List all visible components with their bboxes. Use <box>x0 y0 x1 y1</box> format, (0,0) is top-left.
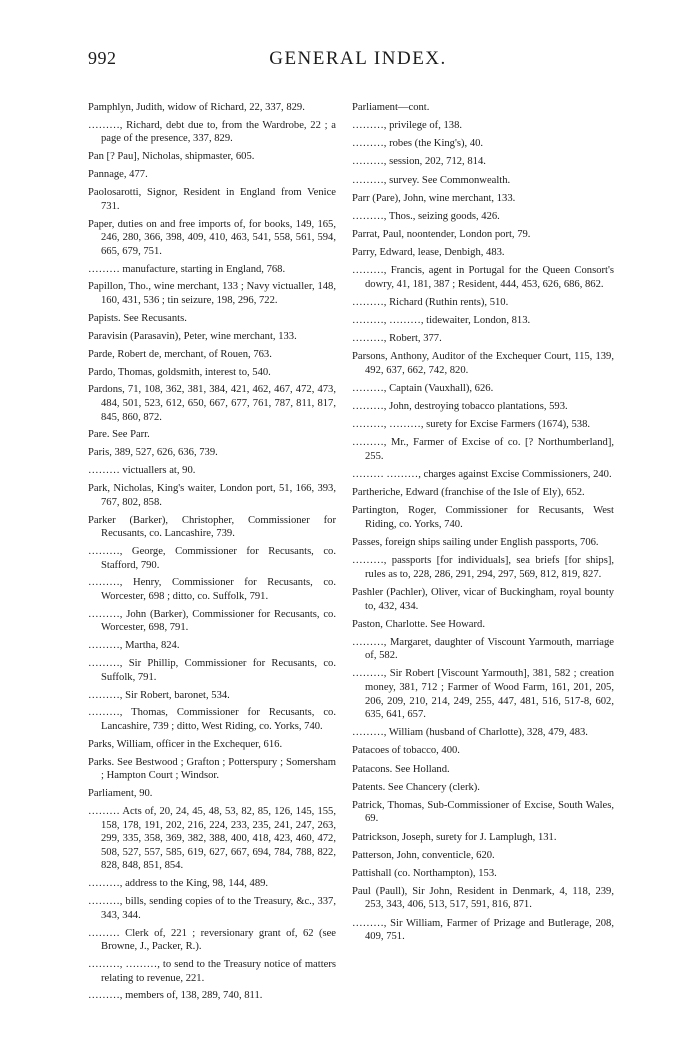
index-entry: ………, Robert, 377. <box>352 333 442 345</box>
index-entry: Paper, duties on and free imports of, for books, 149, 165, 246, 280, 366, 398, 409, 410, 463, 541, 558, 561, 594, 665, 679, 751. <box>88 218 336 257</box>
index-entry: ………, members of, 138, 289, 740, 811. <box>88 990 263 1002</box>
index-entry: ………, session, 202, 712, 814. <box>352 156 486 168</box>
page-number: 992 <box>88 48 117 68</box>
index-entry: Pattishall (co. Northampton), 153. <box>352 867 497 879</box>
index-entry: ………, Sir Robert [Viscount Yarmouth], 381, 582 ; creation money, 381, 712 ; Farmer of Wood Farm, 161, 201, 205, 206, 209, 210, 214, 249, 255, 447, 481, 516, 517-8, 602, 635, 641, 657. <box>352 668 614 721</box>
index-entry: Parker (Barker), Christopher, Commissioner for Recusants, co. Lancashire, 739. <box>88 514 336 540</box>
index-entry: Pardons, 71, 108, 362, 381, 384, 421, 462, 467, 472, 473, 484, 501, 523, 612, 650, 667, 677, 761, 787, 811, 817, 845, 860, 872. <box>88 384 336 423</box>
index-entry: Parliament—cont. <box>352 102 430 113</box>
index-column-left <box>88 101 336 1007</box>
index-entry: Parr (Pare), John, wine merchant, 133. <box>352 192 516 204</box>
index-entry: Pan [? Pau], Nicholas, shipmaster, 605. <box>88 151 255 163</box>
index-column-right <box>352 101 614 948</box>
index-entry: ………, Sir Robert, baronet, 534. <box>88 689 230 701</box>
index-entry: Patrick, Thomas, Sub-Commissioner of Excise, South Wales, 69. <box>352 799 614 825</box>
index-entry: Paris, 389, 527, 626, 636, 739. <box>88 447 218 459</box>
index-entry: ………, Thomas, Commissioner for Recusants, co. Lancashire, 739 ; ditto, West Riding, co. Yorks, 740. <box>88 707 336 733</box>
index-entry: Paul (Paull), Sir John, Resident in Denmark, 4, 118, 239, 253, 343, 406, 513, 517, 591, 816, 871. <box>352 885 614 911</box>
index-entry: Pardo, Thomas, goldsmith, interest to, 540. <box>88 366 271 378</box>
index-entry: Pannage, 477. <box>88 169 148 181</box>
index-entry: ………, George, Commissioner for Recusants, co. Stafford, 790. <box>88 545 336 571</box>
index-entry: Pamphlyn, Judith, widow of Richard, 22, 337, 829. <box>88 102 305 113</box>
index-entry: ………, Margaret, daughter of Viscount Yarmouth, marriage of, 582. <box>352 636 614 662</box>
index-entry: Paston, Charlotte. See Howard. <box>352 618 485 630</box>
index-entry: Partington, Roger, Commissioner for Recusants, West Riding, co. Yorks, 740. <box>352 505 614 530</box>
index-entry: ………, Thos., seizing goods, 426. <box>352 210 500 222</box>
index-entry: ………, bills, sending copies of to the Treasury, &c., 337, 343, 344. <box>88 896 336 921</box>
index-entry: ………, passports [for individuals], sea briefs [for ships], rules as to, 228, 286, 291, 294, 297, 569, 812, 819, 827. <box>352 555 614 580</box>
index-entry: Patacons. See Holland. <box>352 763 450 775</box>
index-entry: ………, ………, to send to the Treasury notice of matters relating to revenue, 221. <box>88 958 336 984</box>
index-entry: Paravisin (Parasavin), Peter, wine merchant, 133. <box>88 330 297 342</box>
index-entry: ………, address to the King, 98, 144, 489. <box>88 878 269 890</box>
index-entry: Passes, foreign ships sailing under English passports, 706. <box>352 537 599 549</box>
index-entry: ………, ………, surety for Excise Farmers (1674), 538. <box>352 419 591 431</box>
index-entry: ………, ………, tidewaiter, London, 813. <box>352 315 531 327</box>
index-entry: Partheriche, Edward (franchise of the Isle of Ely), 652. <box>352 487 585 499</box>
index-entry: ………, William (husband of Charlotte), 328, 479, 483. <box>352 727 588 739</box>
index-entry: Patents. See Chancery (clerk). <box>352 781 480 793</box>
index-entry: ………, Sir William, Farmer of Prizage and Butlerage, 208, 409, 751. <box>352 917 614 943</box>
index-entry: Parry, Edward, lease, Denbigh, 483. <box>352 247 505 259</box>
index-entry: Parde, Robert de, merchant, of Rouen, 763. <box>88 348 272 360</box>
index-entry: Park, Nicholas, King's waiter, London port, 51, 166, 393, 767, 802, 858. <box>88 483 336 508</box>
index-entry: ……… ………, charges against Excise Commissioners, 240. <box>352 469 612 481</box>
index-entry: Parrat, Paul, noontender, London port, 79. <box>352 228 531 240</box>
index-entry: ………, Francis, agent in Portugal for the Queen Consort's dowry, 41, 181, 387 ; Resident, 444, 453, 626, 686, 862. <box>352 265 614 290</box>
index-entry: Pare. See Parr. <box>88 429 150 441</box>
index-entry: Patacoes of tobacco, 400. <box>352 745 460 757</box>
index-entry: Parks, William, officer in the Exchequer, 616. <box>88 738 283 750</box>
index-entry: Parliament, 90. <box>88 788 153 800</box>
index-entry: ………, Captain (Vauxhall), 626. <box>352 383 494 395</box>
index-entry: ………, robes (the King's), 40. <box>352 138 484 150</box>
index-entry: ………, John, destroying tobacco plantations, 593. <box>352 401 568 413</box>
index-entry: Parks. See Bestwood ; Grafton ; Potterspury ; Somersham ; Hampton Court ; Windsor. <box>88 756 336 782</box>
index-entry: ……… Clerk of, 221 ; reversionary grant of, 62 (see Browne, J., Packer, R.). <box>88 927 336 953</box>
index-entry: ………, Henry, Commissioner for Recusants, co. Worcester, 698 ; ditto, co. Suffolk, 791. <box>88 577 336 602</box>
index-entry: ………, privilege of, 138. <box>352 120 463 132</box>
index-entry: Papists. See Recusants. <box>88 312 187 324</box>
index-entry: Papillon, Tho., wine merchant, 133 ; Navy victualler, 148, 160, 431, 536 ; tin seizure, 198, 296, 722. <box>88 281 336 306</box>
index-entry: ………, John (Barker), Commissioner for Recusants, co. Worcester, 698, 791. <box>88 608 336 634</box>
index-entry: Parsons, Anthony, Auditor of the Exchequer Court, 115, 139, 492, 637, 662, 742, 820. <box>352 351 614 376</box>
running-title: GENERAL INDEX. <box>269 48 447 69</box>
index-entry: ………, Richard, debt due to, from the Wardrobe, 22 ; a page of the presence, 337, 829. <box>88 119 336 145</box>
index-entry: ……… manufacture, starting in England, 768. <box>88 263 286 275</box>
index-entry: ………, Sir Phillip, Commissioner for Recusants, co. Suffolk, 791. <box>88 658 336 683</box>
page-header <box>88 44 628 80</box>
index-entry: Patrickson, Joseph, surety for J. Lamplugh, 131. <box>352 831 557 843</box>
index-entry: ………, Mr., Farmer of Excise of co. [? Northumberland], 255. <box>352 437 614 463</box>
index-entry: Patterson, John, conventicle, 620. <box>352 849 495 861</box>
index-entry: Pashler (Pachler), Oliver, vicar of Buckingham, royal bounty to, 432, 434. <box>352 586 614 612</box>
index-entry: Paolosarotti, Signor, Resident in England from Venice 731. <box>88 187 336 212</box>
index-entry: ………, survey. See Commonwealth. <box>352 174 511 186</box>
index-entry: ………, Martha, 824. <box>88 640 180 652</box>
index-entry: ………, Richard (Ruthin rents), 510. <box>352 296 509 308</box>
index-entry: ……… Acts of, 20, 24, 45, 48, 53, 82, 85, 126, 145, 155, 158, 178, 191, 202, 216, 224, 233, 235, 241, 247, 263, 299, 335, 358, 369, 382, 388, 400, 418, 423, 460, 472, 508, 527, 557, 585, 619, 627, 667, 694, 784, 788, 822, 828, 848, 851, 854. <box>88 806 336 872</box>
index-entry: ……… victuallers at, 90. <box>88 465 196 477</box>
